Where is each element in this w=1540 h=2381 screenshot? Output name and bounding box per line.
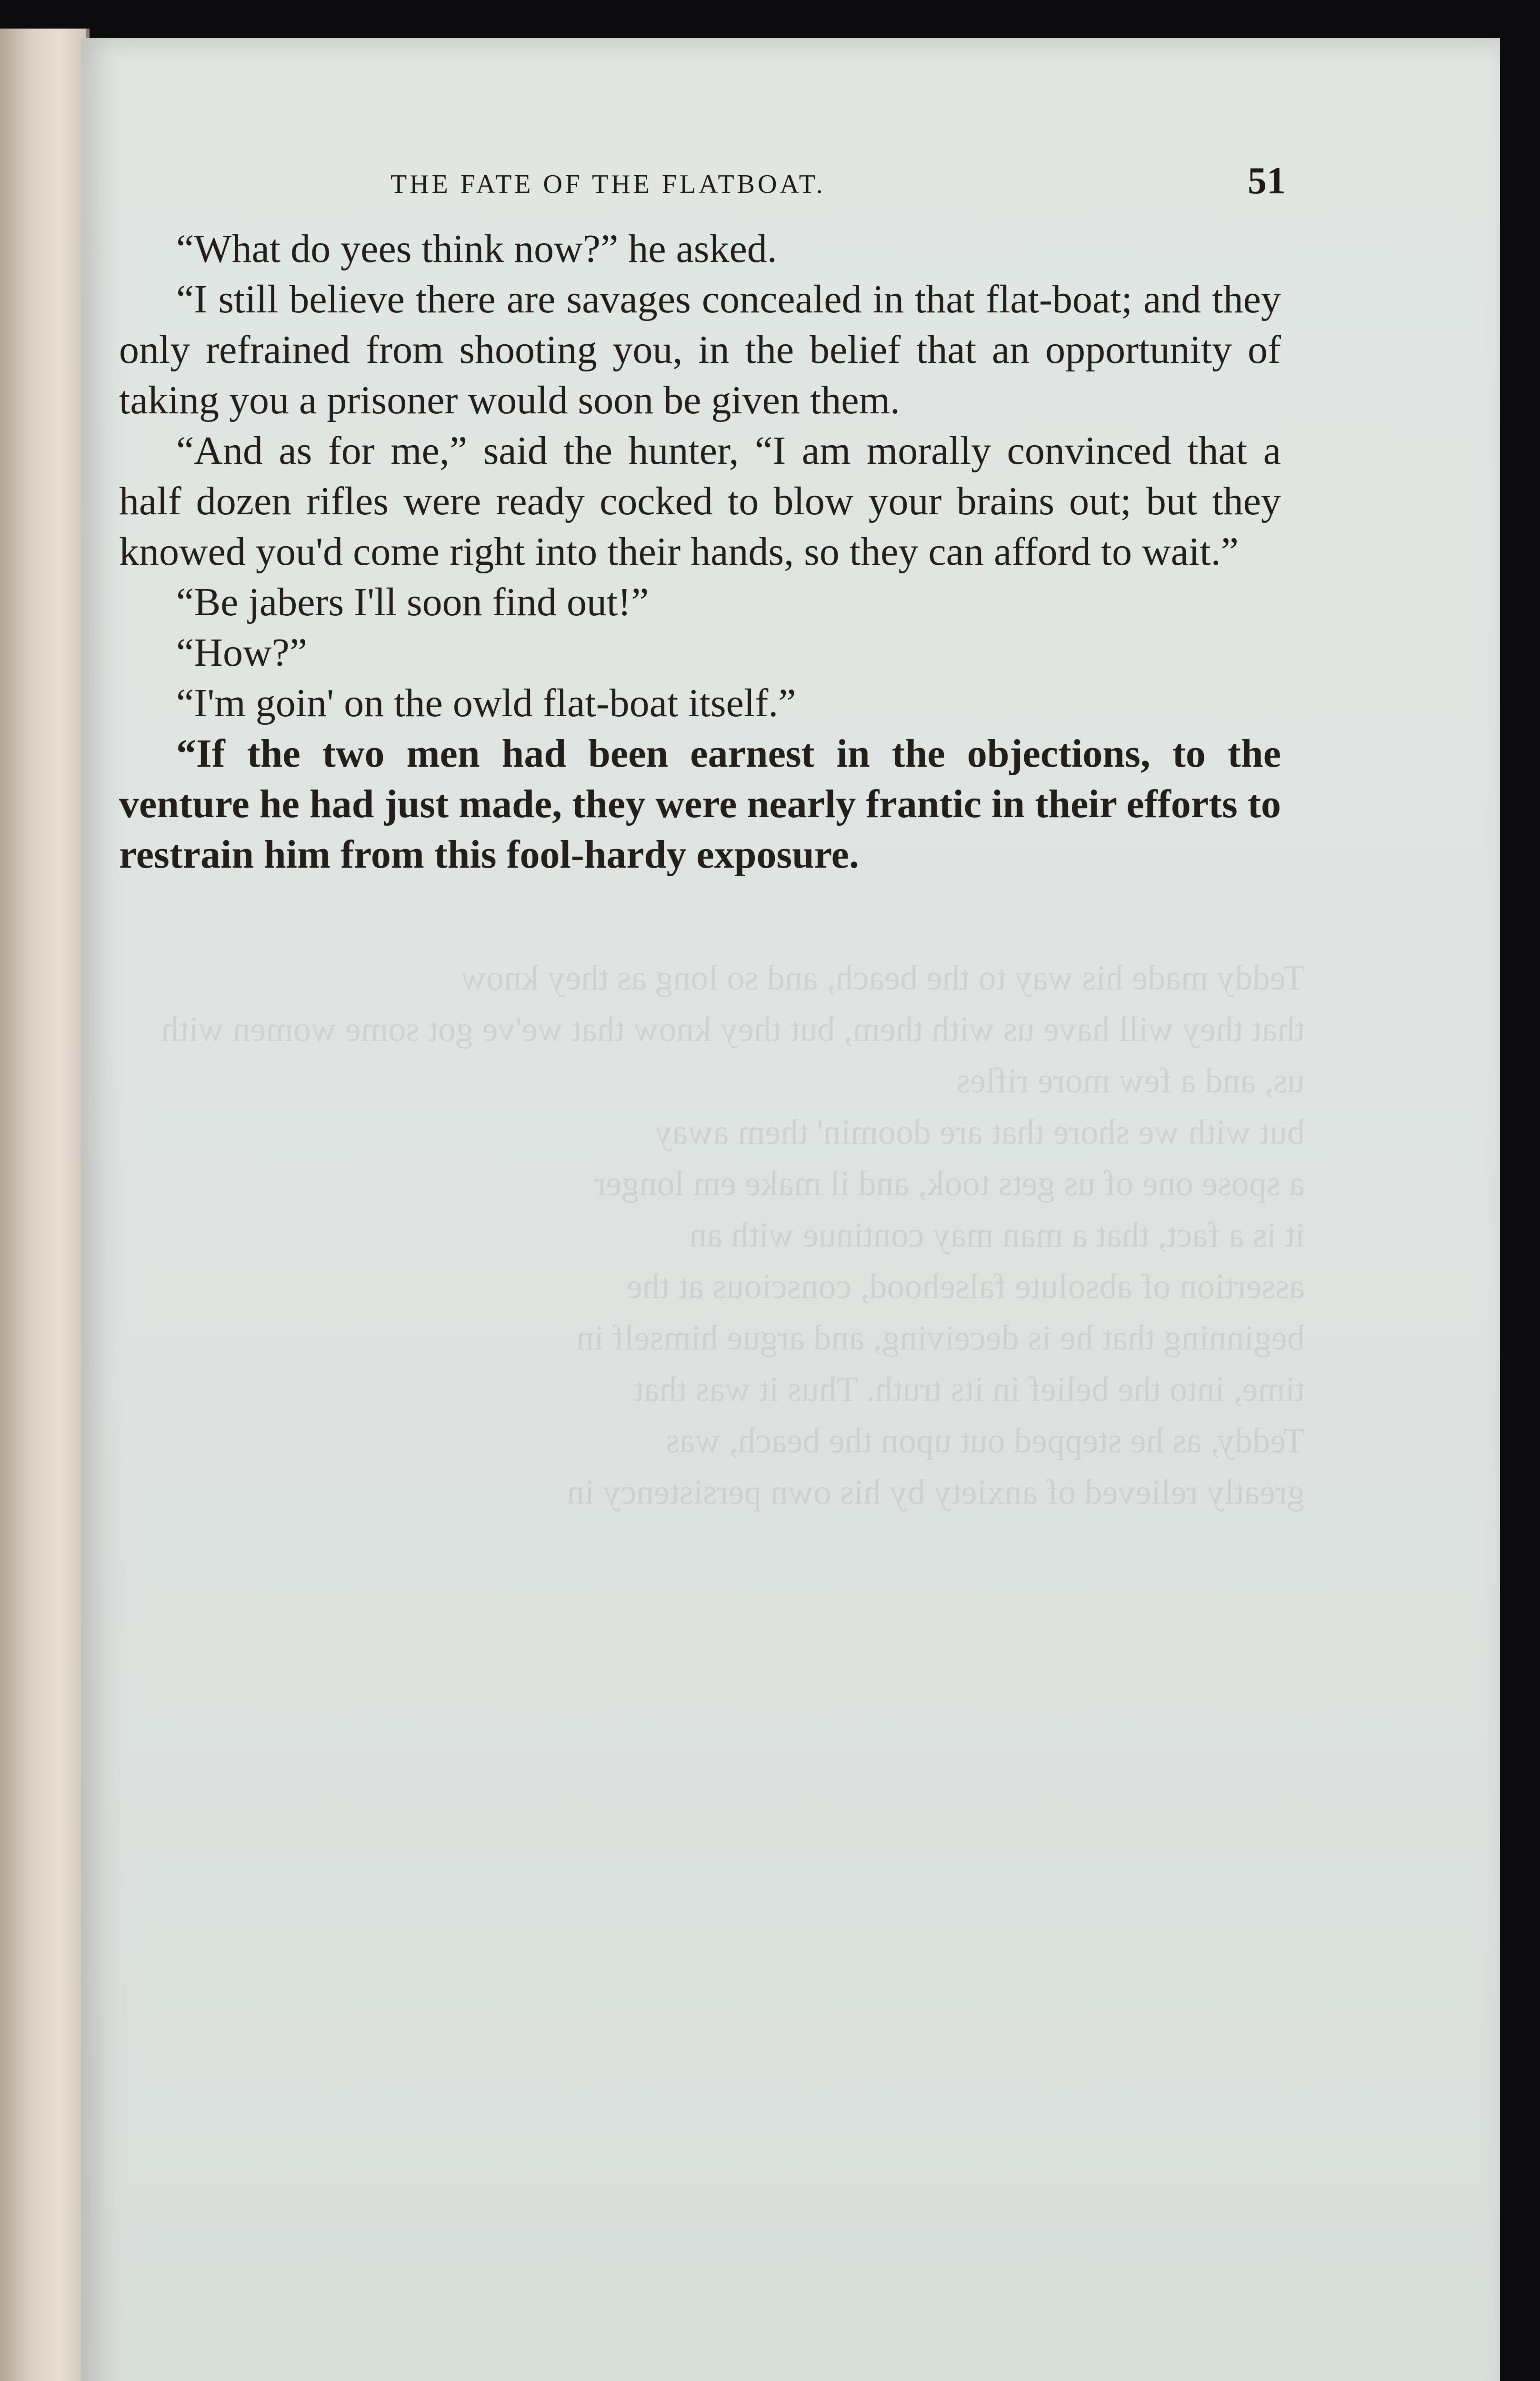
- paragraph: “And as for me,” said the hunter, “I am morally convinced that a half dozen rifles were ready cocked to blow your brains out; but they knowed you'd come right into their hands, so they can afford to wait.”: [119, 429, 1281, 574]
- body-text: [119, 224, 1281, 880]
- paragraph: “If the two men had been earnest in the objections, to the venture he had just made, they were nearly frantic in their efforts to restrain him from this fool-hardy exposure.: [119, 731, 1281, 877]
- bleed-through-text: Teddy made his way to the beach, and so long as they know that they will have us with them, but they know that we've got some women with us, and a few more rifles but with we shore that are doomin' them away a spose one of us gets took, and il make em longer it is a fact, that a man may continue with an assertion of absolute falsehood, conscious at the beginning that he is deceiving, and argue himself in time, into the belief in its truth. Thus it was that Teddy, as he stepped out upon the beach, was greatly relieved of anxiety by his own persistency in: [161, 959, 1305, 1512]
- paragraph: “What do yees think now?” he asked.: [176, 227, 777, 271]
- paragraph: “How?”: [176, 630, 308, 675]
- running-title: THE FATE OF THE FLATBOAT.: [390, 170, 826, 199]
- paragraph: “I'm goin' on the owld flat-boat itself.”: [176, 681, 796, 725]
- book-spine: [0, 29, 90, 2381]
- paragraph: “I still believe there are savages concealed in that flat-boat; and they only refrained from shooting you, in the belief that an opportunity of taking you a prisoner would soon be given them.: [119, 277, 1281, 422]
- page-number: 51: [1248, 160, 1286, 202]
- running-header: [305, 160, 1286, 212]
- paragraph: “Be jabers I'll soon find out!”: [176, 580, 649, 624]
